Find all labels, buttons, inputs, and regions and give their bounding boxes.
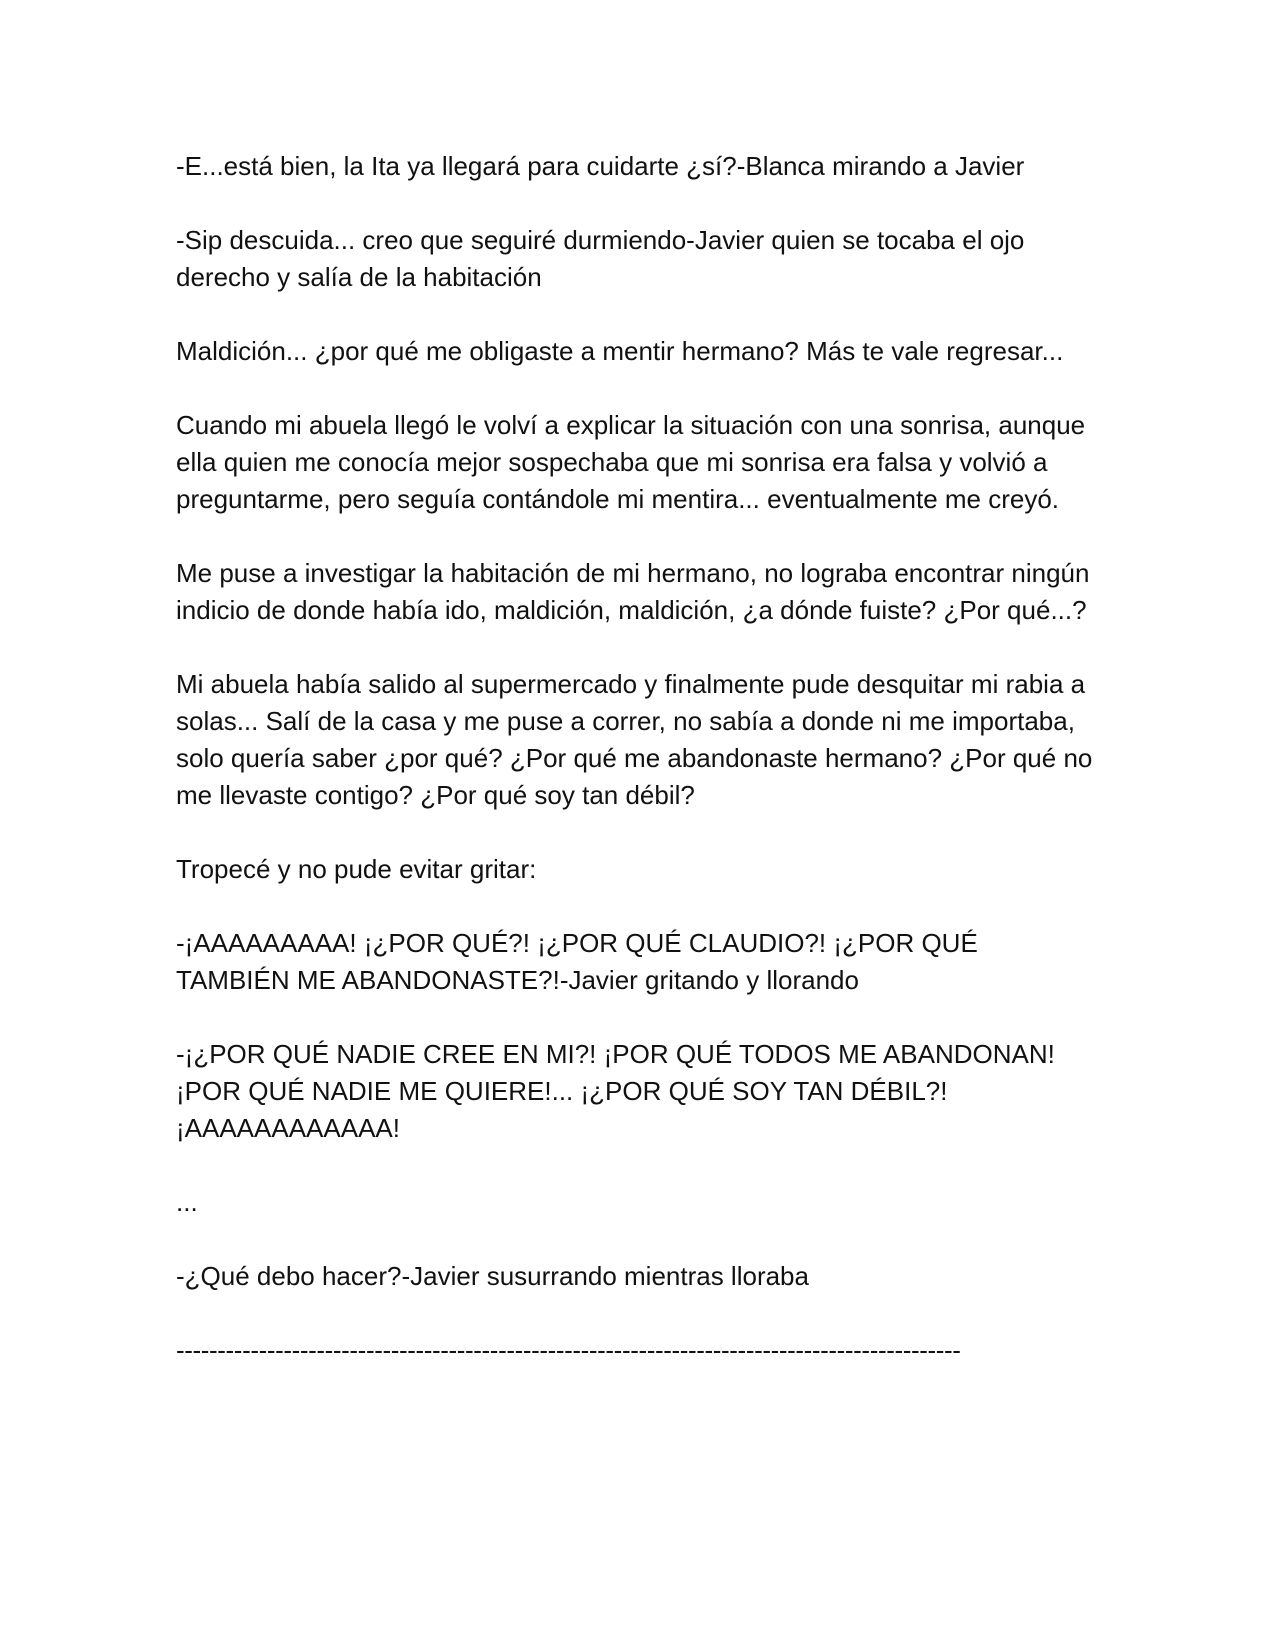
paragraph-ellipsis: ... [176, 1187, 198, 1217]
paragraph-8: -¡AAAAAAAAA! ¡¿POR QUÉ?! ¡¿POR QUÉ CLAUDIO?! ¡¿POR QUÉ TAMBIÉN ME ABANDONASTE?!-Javier gritando y llorando [176, 928, 978, 995]
paragraph-7: Tropecé y no pude evitar gritar: [176, 854, 537, 884]
paragraph-2: -Sip descuida... creo que seguiré durmiendo-Javier quien se tocaba el ojo derecho y salía de la habitación [176, 225, 1025, 292]
paragraph-4: Cuando mi abuela llegó le volví a explicar la situación con una sonrisa, aunque ella quien me conocía mejor sospechaba que mi sonrisa era falsa y volvió a preguntarme, pero seguía contándole mi mentira... eventualmente me creyó. [176, 410, 1086, 514]
paragraph-5: Me puse a investigar la habitación de mi hermano, no lograba encontrar ningún indicio de donde había ido, maldición, maldición, ¿a dónde fuiste? ¿Por qué...? [176, 558, 1090, 625]
paragraph-6: Mi abuela había salido al supermercado y finalmente pude desquitar mi rabia a solas... Salí de la casa y me puse a correr, no sabía a donde ni me importaba, solo quería saber ¿por qué? ¿Por qué me abandonaste hermano? ¿Por qué no me llevaste contigo? ¿Por qué soy tan débil? [176, 669, 1093, 810]
paragraph-11: -¿Qué debo hacer?-Javier susurrando mientras lloraba [176, 1261, 809, 1291]
paragraph-3: Maldición... ¿por qué me obligaste a mentir hermano? Más te vale regresar... [176, 336, 1064, 366]
paragraph-9: -¡¿POR QUÉ NADIE CREE EN MI?! ¡POR QUÉ TODOS ME ABANDONAN! ¡POR QUÉ NADIE ME QUIERE!... ¡¿POR QUÉ SOY TAN DÉBIL?! ¡AAAAAAAAAAAA! [176, 1039, 1055, 1143]
section-divider: ----------------------------------------------------------------------------------------------- [176, 1335, 961, 1365]
document-page [176, 148, 1096, 1369]
paragraph-1: -E...está bien, la Ita ya llegará para cuidarte ¿sí?-Blanca mirando a Javier [176, 151, 1025, 181]
